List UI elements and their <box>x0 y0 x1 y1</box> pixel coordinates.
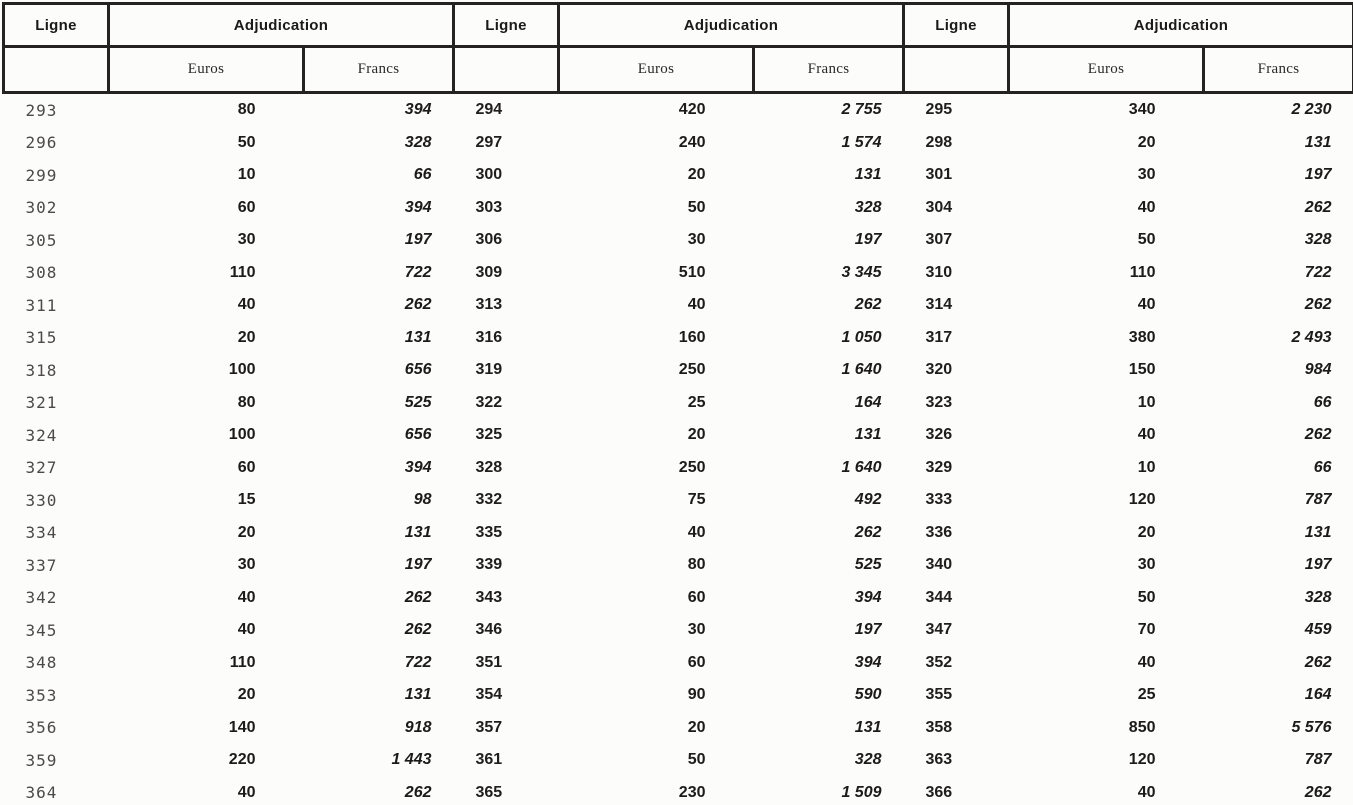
ligne-cell: 329 <box>925 458 953 476</box>
euros-cell: 380 <box>1128 328 1156 346</box>
ligne-cell: 332 <box>475 491 503 509</box>
table-row <box>4 484 1353 517</box>
francs-cell: 197 <box>854 621 882 639</box>
euros-cell: 40 <box>1137 783 1156 801</box>
ligne-cell: 344 <box>925 588 953 606</box>
table-row <box>4 322 1353 355</box>
ligne-cell: 346 <box>475 621 503 639</box>
euros-cell: 15 <box>237 491 256 509</box>
francs-cell: 197 <box>854 231 882 249</box>
header-francs: Francs <box>1204 47 1353 93</box>
ligne-cell: 301 <box>925 166 953 184</box>
table-row <box>4 257 1353 290</box>
francs-cell: 131 <box>404 686 432 704</box>
table-row <box>4 647 1353 680</box>
ligne-cell: 334 <box>25 523 58 543</box>
euros-cell: 50 <box>687 198 706 216</box>
francs-cell: 197 <box>1304 166 1332 184</box>
euros-cell: 10 <box>1137 393 1156 411</box>
euros-cell: 30 <box>1137 556 1156 574</box>
euros-cell: 80 <box>237 101 256 119</box>
euros-cell: 20 <box>687 166 706 184</box>
euros-cell: 50 <box>687 751 706 769</box>
ligne-cell: 348 <box>25 653 58 673</box>
euros-cell: 60 <box>237 458 256 476</box>
francs-cell: 1 574 <box>841 133 882 151</box>
euros-cell: 100 <box>228 426 256 444</box>
euros-cell: 230 <box>678 783 706 801</box>
euros-cell: 30 <box>237 231 256 249</box>
ligne-cell: 345 <box>25 620 58 640</box>
francs-cell: 262 <box>1304 426 1332 444</box>
francs-cell: 262 <box>404 296 432 314</box>
francs-cell: 722 <box>404 263 432 281</box>
euros-cell: 100 <box>228 361 256 379</box>
euros-cell: 25 <box>1137 686 1156 704</box>
ligne-cell: 364 <box>25 783 58 803</box>
francs-cell: 131 <box>854 426 882 444</box>
euros-cell: 240 <box>678 133 706 151</box>
ligne-cell: 296 <box>25 133 58 153</box>
euros-cell: 30 <box>1137 166 1156 184</box>
francs-cell: 262 <box>1304 296 1332 314</box>
header-ligne: Ligne <box>904 4 1009 47</box>
ligne-cell: 339 <box>475 556 503 574</box>
euros-cell: 20 <box>237 686 256 704</box>
francs-cell: 197 <box>404 556 432 574</box>
francs-cell: 1 443 <box>391 751 432 769</box>
francs-cell: 66 <box>413 166 432 184</box>
scanned-document-page <box>0 2 1353 805</box>
table-row <box>4 93 1353 127</box>
euros-cell: 30 <box>237 556 256 574</box>
ligne-cell: 321 <box>25 393 58 413</box>
francs-cell: 262 <box>404 621 432 639</box>
ligne-cell: 318 <box>25 360 58 380</box>
header-euros: Euros <box>1009 47 1204 93</box>
ligne-cell: 340 <box>925 556 953 574</box>
table-row <box>4 387 1353 420</box>
euros-cell: 250 <box>678 458 706 476</box>
ligne-cell: 311 <box>25 295 58 315</box>
ligne-cell: 306 <box>475 231 503 249</box>
francs-cell: 525 <box>854 556 882 574</box>
euros-cell: 80 <box>237 393 256 411</box>
euros-cell: 850 <box>1128 718 1156 736</box>
francs-cell: 2 755 <box>841 101 882 119</box>
ligne-cell: 354 <box>475 686 503 704</box>
table-body <box>4 93 1353 805</box>
table-row <box>4 517 1353 550</box>
ligne-cell: 316 <box>475 328 503 346</box>
euros-cell: 40 <box>687 523 706 541</box>
ligne-cell: 295 <box>925 101 953 119</box>
table-row <box>4 679 1353 712</box>
table-row <box>4 192 1353 225</box>
francs-cell: 3 345 <box>841 263 882 281</box>
header-adjudication: Adjudication <box>109 4 454 47</box>
header-ligne: Ligne <box>454 4 559 47</box>
euros-cell: 250 <box>678 361 706 379</box>
table-row <box>4 159 1353 192</box>
euros-cell: 25 <box>687 393 706 411</box>
ligne-cell: 319 <box>475 361 503 379</box>
francs-cell: 787 <box>1304 491 1332 509</box>
ligne-cell: 324 <box>25 425 58 445</box>
francs-cell: 328 <box>404 133 432 151</box>
euros-cell: 10 <box>1137 458 1156 476</box>
ligne-cell: 359 <box>25 750 58 770</box>
table-row <box>4 224 1353 257</box>
table-row <box>4 419 1353 452</box>
header-adjudication: Adjudication <box>559 4 904 47</box>
francs-cell: 328 <box>1304 588 1332 606</box>
ligne-cell: 310 <box>925 263 953 281</box>
francs-cell: 262 <box>854 296 882 314</box>
francs-cell: 984 <box>1304 361 1332 379</box>
adjudication-table <box>2 2 1353 805</box>
ligne-cell: 357 <box>475 718 503 736</box>
ligne-cell: 343 <box>475 588 503 606</box>
table-row <box>4 744 1353 777</box>
ligne-cell: 330 <box>25 490 58 510</box>
ligne-cell: 353 <box>25 685 58 705</box>
francs-cell: 262 <box>404 588 432 606</box>
euros-cell: 150 <box>1128 361 1156 379</box>
table-row <box>4 777 1353 805</box>
euros-cell: 40 <box>237 621 256 639</box>
table-row <box>4 354 1353 387</box>
header-francs: Francs <box>304 47 454 93</box>
francs-cell: 98 <box>413 491 432 509</box>
euros-cell: 20 <box>237 523 256 541</box>
euros-cell: 40 <box>237 588 256 606</box>
francs-cell: 722 <box>1304 263 1332 281</box>
table-row <box>4 127 1353 160</box>
euros-cell: 160 <box>678 328 706 346</box>
francs-cell: 164 <box>854 393 882 411</box>
header-euros: Euros <box>109 47 304 93</box>
francs-cell: 197 <box>404 231 432 249</box>
euros-cell: 50 <box>237 133 256 151</box>
table-row <box>4 614 1353 647</box>
euros-cell: 120 <box>1128 491 1156 509</box>
table-row <box>4 549 1353 582</box>
francs-cell: 131 <box>854 718 882 736</box>
francs-cell: 328 <box>1304 231 1332 249</box>
euros-cell: 90 <box>687 686 706 704</box>
ligne-cell: 366 <box>925 783 953 801</box>
francs-cell: 262 <box>1304 783 1332 801</box>
euros-cell: 40 <box>1137 198 1156 216</box>
euros-cell: 420 <box>678 101 706 119</box>
header-ligne: Ligne <box>4 4 109 47</box>
euros-cell: 110 <box>229 263 256 281</box>
table-header <box>4 4 1353 93</box>
francs-cell: 1 050 <box>841 328 882 346</box>
ligne-cell: 347 <box>925 621 953 639</box>
ligne-cell: 308 <box>25 263 58 283</box>
ligne-cell: 314 <box>925 296 953 314</box>
header-ligne-spacer <box>904 47 1009 93</box>
table-row <box>4 582 1353 615</box>
euros-cell: 110 <box>229 653 256 671</box>
ligne-cell: 356 <box>25 718 58 738</box>
francs-cell: 328 <box>854 198 882 216</box>
francs-cell: 525 <box>404 393 432 411</box>
ligne-cell: 302 <box>25 198 58 218</box>
euros-cell: 20 <box>237 328 256 346</box>
table-row <box>4 289 1353 322</box>
header-francs: Francs <box>754 47 904 93</box>
francs-cell: 394 <box>404 101 432 119</box>
euros-cell: 340 <box>1128 101 1156 119</box>
euros-cell: 75 <box>687 491 706 509</box>
euros-cell: 10 <box>237 166 256 184</box>
euros-cell: 60 <box>687 588 706 606</box>
ligne-cell: 333 <box>925 491 953 509</box>
ligne-cell: 313 <box>475 296 503 314</box>
table-row <box>4 452 1353 485</box>
francs-cell: 459 <box>1304 621 1332 639</box>
euros-cell: 70 <box>1137 621 1156 639</box>
ligne-cell: 363 <box>925 751 953 769</box>
ligne-cell: 358 <box>925 718 953 736</box>
euros-cell: 20 <box>687 426 706 444</box>
francs-cell: 197 <box>1304 556 1332 574</box>
ligne-cell: 315 <box>25 328 58 348</box>
header-ligne-spacer <box>4 47 109 93</box>
francs-cell: 787 <box>1304 751 1332 769</box>
euros-cell: 110 <box>1129 263 1156 281</box>
ligne-cell: 300 <box>475 166 503 184</box>
euros-cell: 50 <box>1137 588 1156 606</box>
ligne-cell: 351 <box>475 653 503 671</box>
francs-cell: 131 <box>854 166 882 184</box>
francs-cell: 262 <box>854 523 882 541</box>
francs-cell: 262 <box>1304 198 1332 216</box>
euros-cell: 60 <box>687 653 706 671</box>
ligne-cell: 298 <box>925 133 953 151</box>
ligne-cell: 336 <box>925 523 953 541</box>
table-row <box>4 712 1353 745</box>
ligne-cell: 337 <box>25 555 58 575</box>
francs-cell: 656 <box>404 426 432 444</box>
ligne-cell: 361 <box>475 751 503 769</box>
ligne-cell: 294 <box>475 101 503 119</box>
francs-cell: 1 640 <box>841 458 882 476</box>
ligne-cell: 323 <box>925 393 953 411</box>
francs-cell: 722 <box>404 653 432 671</box>
euros-cell: 20 <box>1137 133 1156 151</box>
ligne-cell: 320 <box>925 361 953 379</box>
ligne-cell: 305 <box>25 230 58 250</box>
euros-cell: 50 <box>1137 231 1156 249</box>
francs-cell: 131 <box>404 328 432 346</box>
francs-cell: 1 509 <box>841 783 882 801</box>
francs-cell: 1 640 <box>841 361 882 379</box>
francs-cell: 131 <box>1304 133 1332 151</box>
ligne-cell: 342 <box>25 588 58 608</box>
euros-cell: 20 <box>687 718 706 736</box>
francs-cell: 131 <box>404 523 432 541</box>
francs-cell: 5 576 <box>1291 718 1332 736</box>
euros-cell: 40 <box>1137 653 1156 671</box>
francs-cell: 328 <box>854 751 882 769</box>
euros-cell: 40 <box>237 783 256 801</box>
francs-cell: 2 493 <box>1291 328 1332 346</box>
header-adjudication: Adjudication <box>1009 4 1353 47</box>
header-ligne-spacer <box>454 47 559 93</box>
euros-cell: 40 <box>1137 296 1156 314</box>
francs-cell: 2 230 <box>1291 101 1332 119</box>
ligne-cell: 307 <box>925 231 953 249</box>
francs-cell: 164 <box>1304 686 1332 704</box>
euros-cell: 40 <box>1137 426 1156 444</box>
euros-cell: 20 <box>1137 523 1156 541</box>
header-euros: Euros <box>559 47 754 93</box>
francs-cell: 394 <box>404 458 432 476</box>
ligne-cell: 325 <box>475 426 503 444</box>
ligne-cell: 365 <box>475 783 503 801</box>
francs-cell: 590 <box>854 686 882 704</box>
euros-cell: 40 <box>687 296 706 314</box>
ligne-cell: 326 <box>925 426 953 444</box>
ligne-cell: 355 <box>925 686 953 704</box>
euros-cell: 60 <box>237 198 256 216</box>
francs-cell: 262 <box>1304 653 1332 671</box>
ligne-cell: 303 <box>475 198 503 216</box>
euros-cell: 120 <box>1128 751 1156 769</box>
ligne-cell: 309 <box>475 263 503 281</box>
ligne-cell: 297 <box>475 133 503 151</box>
francs-cell: 394 <box>854 588 882 606</box>
ligne-cell: 293 <box>25 100 58 120</box>
francs-cell: 394 <box>854 653 882 671</box>
ligne-cell: 304 <box>925 198 953 216</box>
ligne-cell: 299 <box>25 165 58 185</box>
euros-cell: 30 <box>687 231 706 249</box>
euros-cell: 30 <box>687 621 706 639</box>
euros-cell: 510 <box>678 263 706 281</box>
ligne-cell: 327 <box>25 458 58 478</box>
euros-cell: 220 <box>228 751 256 769</box>
francs-cell: 918 <box>404 718 432 736</box>
ligne-cell: 352 <box>925 653 953 671</box>
francs-cell: 262 <box>404 783 432 801</box>
euros-cell: 80 <box>687 556 706 574</box>
ligne-cell: 335 <box>475 523 503 541</box>
francs-cell: 66 <box>1313 393 1332 411</box>
ligne-cell: 322 <box>475 393 503 411</box>
francs-cell: 656 <box>404 361 432 379</box>
francs-cell: 131 <box>1304 523 1332 541</box>
euros-cell: 140 <box>228 718 256 736</box>
ligne-cell: 328 <box>475 458 503 476</box>
francs-cell: 394 <box>404 198 432 216</box>
ligne-cell: 317 <box>925 328 953 346</box>
francs-cell: 492 <box>854 491 882 509</box>
euros-cell: 40 <box>237 296 256 314</box>
francs-cell: 66 <box>1313 458 1332 476</box>
